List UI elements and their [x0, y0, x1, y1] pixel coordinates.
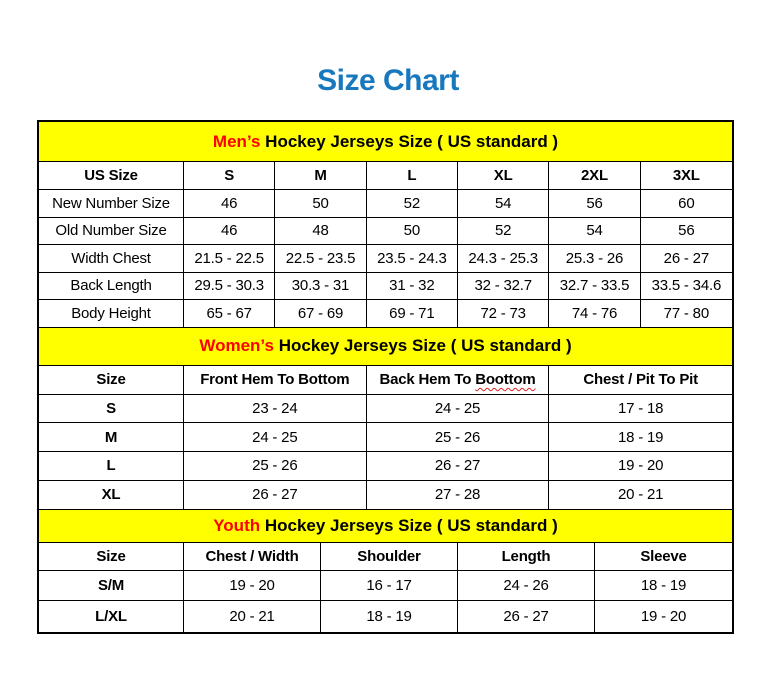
- womens-header-cell: Chest / Pit To Pit: [549, 366, 732, 395]
- data-cell: 29.5 - 30.3: [184, 273, 275, 301]
- spellcheck-squiggle-word: Boottom: [475, 371, 536, 388]
- data-cell: 24 - 25: [367, 395, 550, 424]
- youth-section-title: Hockey Jerseys Size ( US standard ): [260, 515, 558, 535]
- data-cell: 52: [458, 218, 549, 246]
- data-cell: 54: [458, 190, 549, 218]
- mens-header-cell: M: [275, 162, 366, 190]
- data-cell: 25.3 - 26: [549, 245, 640, 273]
- data-cell: 32 - 32.7: [458, 273, 549, 301]
- mens-header-cell: US Size: [39, 162, 184, 190]
- womens-header-cell: Size: [39, 366, 184, 395]
- data-cell: 67 - 69: [275, 300, 366, 328]
- row-label-cell: S: [39, 395, 184, 424]
- data-cell: 23.5 - 24.3: [367, 245, 458, 273]
- size-chart-table: [37, 120, 734, 634]
- mens-header-cell: 2XL: [549, 162, 640, 190]
- mens-section-header: [39, 122, 732, 162]
- data-cell: 26 - 27: [458, 601, 595, 632]
- row-label-cell: XL: [39, 481, 184, 510]
- womens-header-cell: Front Hem To Bottom: [184, 366, 367, 395]
- mens-header-cell: L: [367, 162, 458, 190]
- row-label-cell: Body Height: [39, 300, 184, 328]
- youth-section-header: [39, 510, 732, 543]
- row-label-cell: Old Number Size: [39, 218, 184, 246]
- header-text: Back Hem To: [379, 371, 476, 388]
- data-cell: 77 - 80: [641, 300, 732, 328]
- row-label-cell: L: [39, 452, 184, 481]
- womens-table: [39, 366, 732, 510]
- data-cell: 25 - 26: [184, 452, 367, 481]
- row-label-cell: M: [39, 423, 184, 452]
- row-label-cell: New Number Size: [39, 190, 184, 218]
- mens-section-accent: Men’s: [212, 131, 261, 151]
- youth-header-cell: Shoulder: [321, 543, 458, 571]
- data-cell: 27 - 28: [367, 481, 550, 510]
- data-cell: 52: [367, 190, 458, 218]
- womens-header-cell-misspelled: [367, 366, 550, 395]
- mens-section-title: Hockey Jerseys Size ( US standard ): [260, 131, 559, 151]
- page-title: Size Chart: [317, 64, 459, 97]
- data-cell: 21.5 - 22.5: [184, 245, 275, 273]
- data-cell: 24 - 26: [458, 571, 595, 602]
- data-cell: 74 - 76: [549, 300, 640, 328]
- data-cell: 19 - 20: [184, 571, 321, 602]
- data-cell: 56: [641, 218, 732, 246]
- data-cell: 20 - 21: [184, 601, 321, 632]
- mens-header-cell: XL: [458, 162, 549, 190]
- womens-section-title: Hockey Jerseys Size ( US standard ): [273, 336, 572, 355]
- row-label-cell: Width Chest: [39, 245, 184, 273]
- data-cell: 60: [641, 190, 732, 218]
- mens-header-cell: S: [184, 162, 275, 190]
- data-cell: 22.5 - 23.5: [275, 245, 366, 273]
- data-cell: 72 - 73: [458, 300, 549, 328]
- data-cell: 26 - 27: [641, 245, 732, 273]
- youth-header-cell: Length: [458, 543, 595, 571]
- data-cell: 46: [184, 218, 275, 246]
- youth-table: [39, 543, 732, 632]
- youth-header-cell: Chest / Width: [184, 543, 321, 571]
- womens-section-accent: Women’s: [199, 336, 274, 355]
- data-cell: 31 - 32: [367, 273, 458, 301]
- row-label-cell: L/XL: [39, 601, 184, 632]
- data-cell: 24.3 - 25.3: [458, 245, 549, 273]
- youth-section-accent: Youth: [213, 515, 261, 535]
- data-cell: 30.3 - 31: [275, 273, 366, 301]
- data-cell: 17 - 18: [549, 395, 732, 424]
- data-cell: 56: [549, 190, 640, 218]
- youth-header-cell: Size: [39, 543, 184, 571]
- data-cell: 48: [275, 218, 366, 246]
- data-cell: 65 - 67: [184, 300, 275, 328]
- data-cell: 33.5 - 34.6: [641, 273, 732, 301]
- data-cell: 20 - 21: [549, 481, 732, 510]
- womens-section-header: [39, 328, 732, 366]
- mens-table: [39, 162, 732, 328]
- data-cell: 23 - 24: [184, 395, 367, 424]
- data-cell: 32.7 - 33.5: [549, 273, 640, 301]
- data-cell: 18 - 19: [549, 423, 732, 452]
- data-cell: 19 - 20: [640, 607, 687, 625]
- data-cell: 69 - 71: [367, 300, 458, 328]
- data-cell: 26 - 27: [184, 481, 367, 510]
- row-label-cell: S/M: [39, 571, 184, 602]
- data-cell: 24 - 25: [184, 423, 367, 452]
- data-cell: 18 - 19: [595, 571, 732, 602]
- data-cell: 26 - 27: [367, 452, 550, 481]
- data-cell: 16 - 17: [321, 571, 458, 602]
- data-cell: 18 - 19: [321, 601, 458, 632]
- mens-header-cell: 3XL: [641, 162, 732, 190]
- data-cell: 46: [184, 190, 275, 218]
- data-cell: 54: [549, 218, 640, 246]
- data-cell: 25 - 26: [367, 423, 550, 452]
- data-cell: 50: [367, 218, 458, 246]
- youth-header-cell: Sleeve: [595, 543, 732, 571]
- row-label-cell: Back Length: [39, 273, 184, 301]
- data-cell: 19 - 20: [549, 452, 732, 481]
- data-cell: 50: [275, 190, 366, 218]
